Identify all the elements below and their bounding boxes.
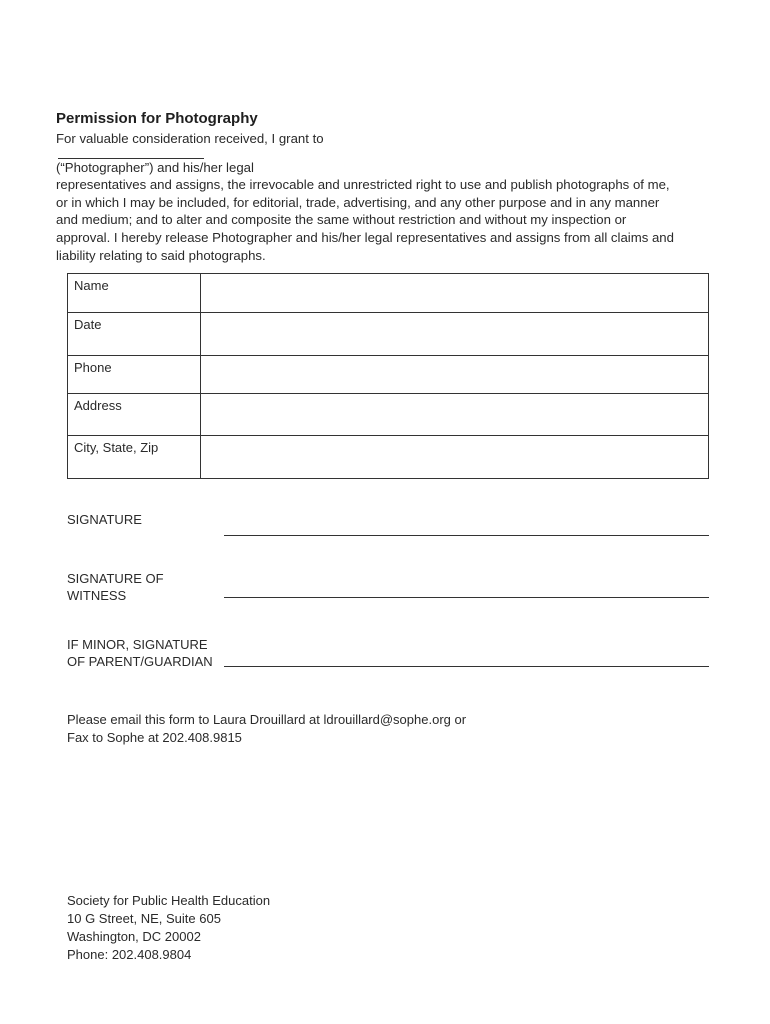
- address-field[interactable]: [201, 394, 709, 436]
- paragraph-line-1: [56, 130, 726, 176]
- paragraph-line-1-start: For valuable consideration received, I grant to: [56, 131, 324, 146]
- witness-label-line-2: WITNESS: [67, 588, 127, 603]
- organization-address: [67, 892, 270, 964]
- organization-name: Society for Public Health Education: [67, 893, 271, 908]
- date-row: [68, 313, 709, 356]
- phone-row: [68, 356, 709, 394]
- paragraph-line-3: or in which I may be included, for editorial, trade, advertising, and any other purpose and in any manner: [56, 194, 660, 210]
- city-state-zip-label: City, State, Zip: [68, 436, 201, 479]
- city-state-zip-row: [68, 436, 709, 479]
- date-field[interactable]: [201, 313, 709, 356]
- paragraph-line-4: and medium; and to alter and composite the same without restriction and without my inspection or: [56, 212, 627, 228]
- phone-label: Phone: [68, 356, 201, 394]
- contact-info-table: [67, 273, 709, 479]
- street-address: 10 G Street, NE, Suite 605: [67, 911, 221, 926]
- witness-signature-line[interactable]: [224, 597, 709, 598]
- paragraph-line-2: representatives and assigns, the irrevocable and unrestricted right to use and publish photographs of me,: [56, 177, 670, 193]
- name-row: [68, 274, 709, 313]
- fax-instruction: Fax to Sophe at 202.408.9815: [67, 730, 242, 745]
- photographer-blank[interactable]: [58, 148, 204, 159]
- city-state-zip-field[interactable]: [201, 436, 709, 479]
- paragraph-line-5: approval. I hereby release Photographer and his/her legal representatives and assigns from all claims and: [56, 229, 674, 245]
- phone-field[interactable]: [201, 356, 709, 394]
- paragraph-line-6: liability relating to said photographs.: [56, 247, 266, 263]
- signature-label: SIGNATURE: [67, 512, 142, 527]
- permission-paragraph: [56, 130, 726, 264]
- witness-signature-label: [67, 570, 164, 604]
- signature-line[interactable]: [224, 535, 709, 536]
- guardian-label-line-1: IF MINOR, SIGNATURE: [67, 637, 208, 652]
- paragraph-line-1-end: (“Photographer”) and his/her legal: [56, 159, 254, 175]
- guardian-signature-label: [67, 636, 213, 670]
- address-row: [68, 394, 709, 436]
- form-title: Permission for Photography: [56, 110, 258, 127]
- witness-label-line-1: SIGNATURE OF: [67, 571, 164, 586]
- city-state: Washington, DC 20002: [67, 929, 201, 944]
- address-label: Address: [68, 394, 201, 436]
- name-label: Name: [68, 274, 201, 313]
- guardian-signature-line[interactable]: [224, 666, 709, 667]
- email-instruction: Please email this form to Laura Drouillard at ldrouillard@sophe.org or: [67, 712, 467, 727]
- guardian-label-line-2: OF PARENT/GUARDIAN: [67, 654, 213, 669]
- date-label: Date: [68, 313, 201, 356]
- name-field[interactable]: [201, 274, 709, 313]
- organization-phone: Phone: 202.408.9804: [67, 947, 192, 962]
- submission-instructions: [67, 711, 466, 747]
